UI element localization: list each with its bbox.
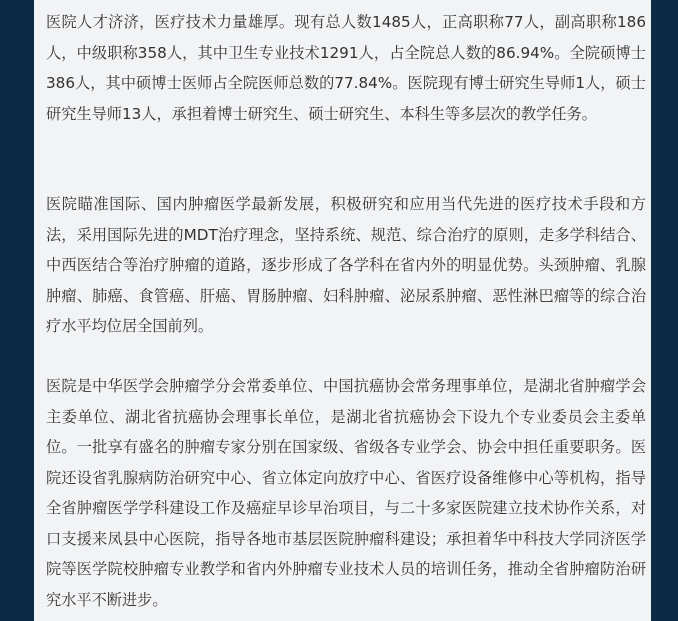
right-border-bar (651, 0, 678, 621)
paragraph-institution: 医院是中华医学会肿瘤学分会常委单位、中国抗癌协会常务理事单位，是湖北省肿瘤学会主委单位、湖北省抗癌协会理事长单位，是湖北省抗癌协会下设九个专业委员会主委单位。一批享有盛名的肿瘤专家分别在国家级、省级各专业学会、协会中担任重要职务。医院还设省乳腺病防治研究中心、省立体定向放疗中心、省医疗设备维修中心等机构，指导全省肿瘤医学学科建设工作及癌症早诊早治项目，与二十多家医院建立技术协作关系，对口支援来凤县中心医院，指导各地市基层医院肿瘤科建设；承担着华中科技大学同济医学院等医学院校肿瘤专业教学和省内外肿瘤专业技术人员的培训任务，推动全省肿瘤防治研究水平不断进步。 (46, 377, 646, 609)
left-border-bar (0, 0, 34, 621)
paragraph-talent: 医院人才济济，医疗技术力量雄厚。现有总人数1485人，正高职称77人，副高职称186人，中级职称358人，其中卫生专业技术1291人，占全院总人数的86.94%。全院硕博士386人，其中硕博士医师占全院医师总数的77.84%。医院现有博士研究生导师1人，硕士研究生导师13人，承担着博士研究生、硕士研究生、本科生等多层次的教学任务。 (46, 13, 646, 123)
paragraph-treatment: 医院瞄准国际、国内肿瘤医学最新发展，积极研究和应用当代先进的医疗技术手段和方法，采用国际先进的MDT治疗理念，坚持系统、规范、综合治疗的原则，走多学科结合、中西医结合等治疗肿瘤的道路，逐步形成了各学科在省内外的明显优势。头颈肿瘤、乳腺肿瘤、肺癌、食管癌、肝癌、胃肠肿瘤、妇科肿瘤、泌尿系肿瘤、恶性淋巴瘤等的综合治疗水平均位居全国前列。 (46, 195, 646, 335)
article-body (34, 0, 651, 621)
